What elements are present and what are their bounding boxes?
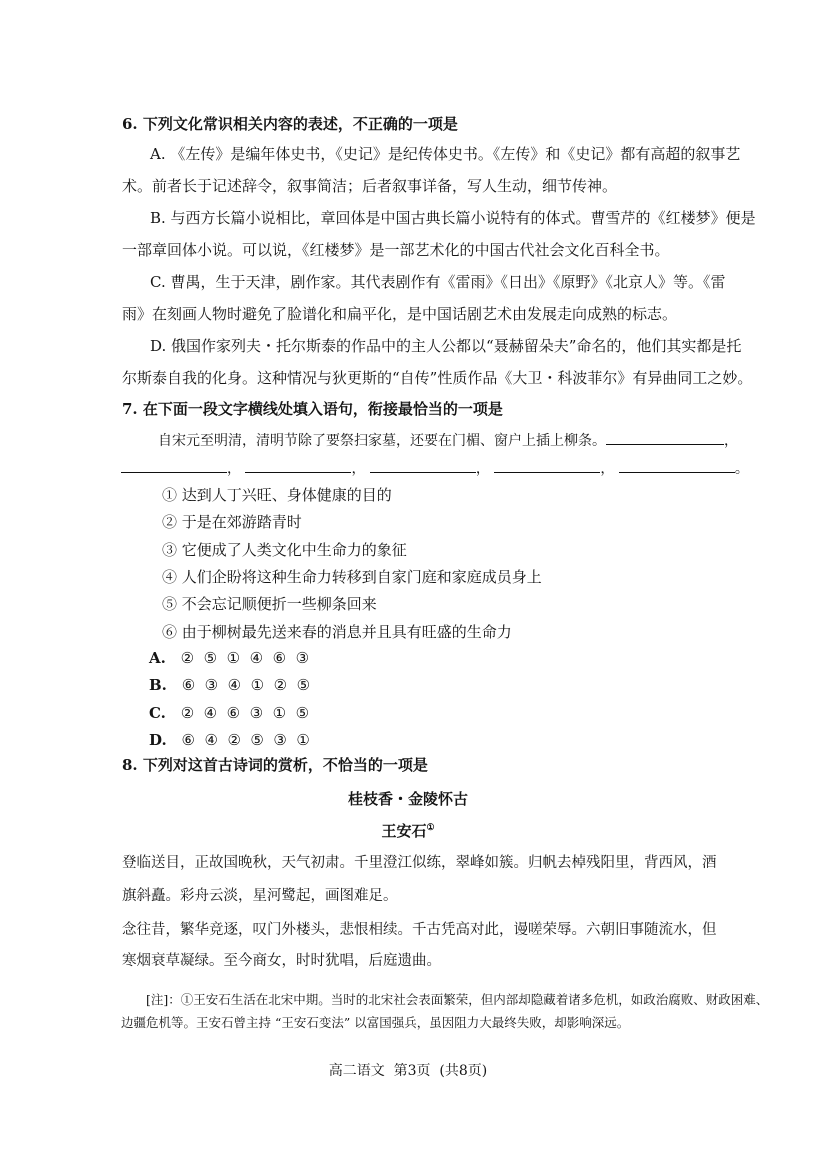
poem-stanza1-line1: 登临送目，正故国晚秋，天气初肃。千里澄江似练，翠峰如簇。归帆去棹残阳里，背西风，酒: [122, 855, 717, 871]
q7-comma: ，: [227, 461, 241, 477]
poem-stanza2-line1: 念往昔，繁华竞逐，叹门外楼头，悲恨相续。千古凭高对此，谩嗟荣辱。六朝旧事随流水，但: [122, 922, 717, 938]
q7-item-1: ① 达到人丁兴旺、身体健康的目的: [162, 486, 392, 504]
q7-blank-5[interactable]: [494, 458, 600, 473]
author-note-mark: ①: [426, 823, 435, 833]
q7-blanks-row: [121, 458, 749, 478]
q6-stem: 6. 下列文化常识相关内容的表述，不正确的一项是: [122, 115, 458, 133]
q7-option-b[interactable]: [149, 676, 310, 694]
q7-item-2: ② 于是在郊游踏青时: [162, 513, 302, 531]
q7-item-6: ⑥ 由于柳树最先送来春的消息并且具有旺盛的生命力: [162, 623, 512, 641]
q6-option-b-line2: 一部章回体小说。可以说，《红楼梦》是一部艺术化的中国古代社会文化百科全书。: [122, 241, 670, 259]
q7-comma: ，: [600, 461, 615, 477]
option-sequence: ② ④ ⑥ ③ ① ⑤: [180, 704, 310, 722]
q7-blank-1[interactable]: [606, 430, 724, 445]
q7-blank-6[interactable]: [619, 458, 735, 473]
q7-blank-2[interactable]: [121, 458, 227, 473]
option-sequence: ② ⑤ ① ④ ⑥ ③: [180, 649, 310, 667]
option-sequence: ⑥ ④ ② ⑤ ③ ①: [181, 731, 310, 749]
poem-stanza2-line2: 寒烟衰草凝绿。至今商女，时时犹唱，后庭遗曲。: [122, 953, 441, 969]
q7-option-d[interactable]: [149, 731, 310, 749]
q7-stem: 7. 在下面一段文字横线处填入语句，衔接最恰当的一项是: [122, 400, 503, 418]
page-footer: 高二语文 第3页 (共8页): [328, 1063, 488, 1079]
poem-title: 桂枝香・金陵怀古: [347, 790, 468, 808]
q7-period: 。: [734, 461, 749, 477]
footnote-line2: 边疆危机等。王安石曾主持 “王安石变法” 以富国强兵，虽因阻力大最终失败，却影响深远。: [121, 1015, 630, 1030]
q7-blank-4[interactable]: [370, 458, 476, 473]
q6-option-b-line1: B. 与西方长篇小说相比，章回体是中国古典长篇小说特有的体式。曹雪芹的《红楼梦》便是: [150, 209, 756, 227]
q7-comma: ，: [475, 461, 490, 477]
q6-option-a-line2: 术。前者长于记述辞令，叙事简洁；后者叙事详备，写人生动，细节传神。: [122, 177, 618, 195]
q7-item-5: ⑤ 不会忘记顺便折一些柳条回来: [162, 595, 377, 613]
q7-option-a[interactable]: [149, 649, 309, 667]
q7-blank-3[interactable]: [245, 458, 351, 473]
q7-comma: ，: [724, 433, 738, 449]
poem-author-name: 王安石: [381, 822, 427, 840]
option-label: A.: [149, 649, 166, 667]
q6-option-c-line1: C. 曹禺，生于天津，剧作家。其代表剧作有《雷雨》《日出》《原野》《北京人》等。《雷: [150, 273, 726, 291]
q7-passage-text: 自宋元至明清，清明节除了要祭扫家墓，还要在门楣、窗户上插上柳条。: [158, 433, 606, 449]
q7-item-4: ④ 人们企盼将这种生命力转移到自家门庭和家庭成员身上: [162, 568, 542, 586]
q7-option-c[interactable]: [149, 704, 309, 722]
q6-option-d-line1: D. 俄国作家列夫・托尔斯泰的作品中的主人公都以“聂赫留朵夫”命名的，他们其实都是托: [150, 337, 742, 355]
footnote-line1: [注]：①王安石生活在北宋中期。当时的北宋社会表面繁荣，但内部却隐藏着诸多危机，如政治腐败、财政困难、: [146, 992, 769, 1007]
q7-passage: [158, 430, 738, 450]
option-sequence: ⑥ ③ ④ ① ② ⑤: [181, 676, 311, 694]
option-label: B.: [149, 676, 167, 694]
poem-stanza1-line2: 旗斜矗。彩舟云淡，星河鹭起，画图难足。: [122, 888, 398, 904]
q7-comma: ，: [351, 461, 366, 477]
option-label: C.: [149, 704, 166, 722]
option-label: D.: [149, 731, 167, 749]
q6-option-d-line2: 尔斯泰自我的化身。这种情况与狄更斯的“自传”性质作品《大卫・科波菲尔》有异曲同工之妙。: [122, 369, 753, 387]
poem-author: [0, 820, 816, 841]
q6-option-a-line1: A. 《左传》是编年体史书，《史记》是纪传体史书。《左传》和《史记》都有高超的叙事艺: [150, 145, 741, 163]
q8-stem: 8. 下列对这首古诗词的赏析，不恰当的一项是: [122, 756, 428, 774]
q7-item-3: ③ 它便成了人类文化中生命力的象征: [162, 541, 407, 559]
q6-option-c-line2: 雨》在刻画人物时避免了脸谱化和扁平化，是中国话剧艺术由发展走向成熟的标志。: [122, 305, 678, 323]
